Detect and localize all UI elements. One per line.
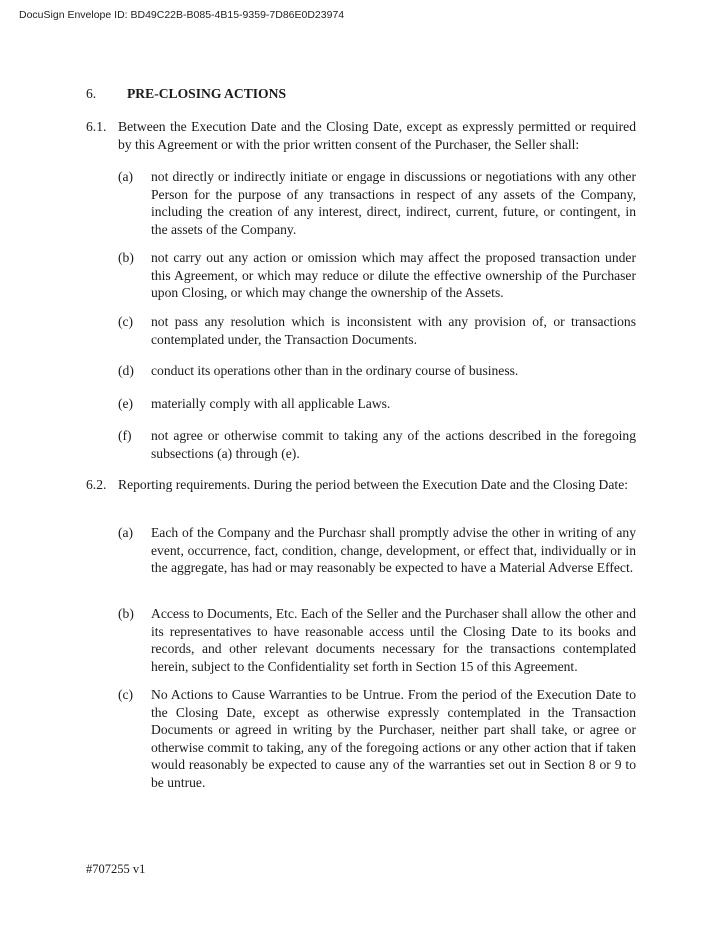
clause-6-2 bbox=[86, 476, 636, 494]
clause-6-1-item-e bbox=[118, 395, 636, 413]
clause-6-2-item-c bbox=[118, 686, 636, 791]
envelope-id-header: DocuSign Envelope ID: BD49C22B-B085-4B15-9359-7D86E0D23974 bbox=[19, 9, 345, 21]
clause-6-1-item-b bbox=[118, 249, 636, 302]
item-text: Access to Documents, Etc. Each of the Seller and the Purchaser shall allow the other and its representatives to have reasonable access until the Closing Date to its books and records, and other relevant documents necessary for the transactions contemplated herein, subject to the Confidentiality set forth in Section 15 of this Agreement. bbox=[151, 606, 636, 674]
item-label: (b) bbox=[118, 250, 134, 265]
clause-6-2-item-b bbox=[118, 605, 636, 675]
section-title: PRE-CLOSING ACTIONS bbox=[127, 86, 287, 101]
item-text: conduct its operations other than in the ordinary course of business. bbox=[151, 363, 519, 378]
clause-text: Between the Execution Date and the Closing Date, except as expressly permitted or required by this Agreement or with the prior written consent of the Purchaser, the Seller shall: bbox=[118, 119, 636, 152]
clause-6-1-item-d bbox=[118, 362, 636, 380]
item-label: (d) bbox=[118, 363, 134, 378]
clause-6-1-item-f bbox=[118, 427, 636, 462]
item-label: (a) bbox=[118, 525, 134, 540]
clause-number: 6.2. bbox=[86, 477, 107, 492]
item-label: (e) bbox=[118, 396, 134, 411]
item-text: No Actions to Cause Warranties to be Untrue. From the period of the Execution Date to the Closing Date, except as otherwise expressly contemplated in the Transaction Documents or agreed in writing by the Purchaser, neither part shall take, or agree or otherwise commit to taking, any of the foregoing actions or any other action that if taken would reasonably be expected to cause any of the warranties set out in Section 8 or 9 to be untrue. bbox=[151, 687, 636, 790]
item-text: Each of the Company and the Purchasr shall promptly advise the other in writing of any event, occurrence, fact, condition, change, development, or effect that, individually or in the aggregate, has had or may reasonably be expected to have a Material Adverse Effect. bbox=[151, 525, 636, 575]
section-number: 6. bbox=[86, 86, 97, 101]
clause-6-1 bbox=[86, 118, 636, 153]
item-label: (a) bbox=[118, 169, 134, 184]
item-text: not directly or indirectly initiate or engage in discussions or negotiations with any other Person for the purpose of any transactions in respect of any assets of the Company, including the creation of any interest, direct, indirect, current, future, or contingent, in the assets of the Company. bbox=[151, 169, 636, 237]
clause-number: 6.1. bbox=[86, 119, 107, 134]
clause-text: Reporting requirements. During the period between the Execution Date and the Closing Date: bbox=[118, 477, 628, 492]
clause-6-2-item-a bbox=[118, 524, 636, 577]
document-footer-id: #707255 v1 bbox=[86, 862, 146, 876]
clause-6-1-item-c bbox=[118, 313, 636, 348]
clause-6-1-item-a bbox=[118, 168, 636, 238]
item-text: not agree or otherwise commit to taking any of the actions described in the foregoing subsections (a) through (e). bbox=[151, 428, 636, 461]
item-text: materially comply with all applicable Laws. bbox=[151, 396, 391, 411]
item-label: (c) bbox=[118, 314, 134, 329]
item-label: (c) bbox=[118, 687, 134, 702]
item-text: not pass any resolution which is inconsistent with any provision of, or transactions contemplated under, the Transaction Documents. bbox=[151, 314, 636, 347]
item-text: not carry out any action or omission which may affect the proposed transaction under this Agreement, or which may reduce or dilute the effective ownership of the Purchaser upon Closing, or which may change the ownership of the Assets. bbox=[151, 250, 636, 300]
item-label: (b) bbox=[118, 606, 134, 621]
item-label: (f) bbox=[118, 428, 132, 443]
